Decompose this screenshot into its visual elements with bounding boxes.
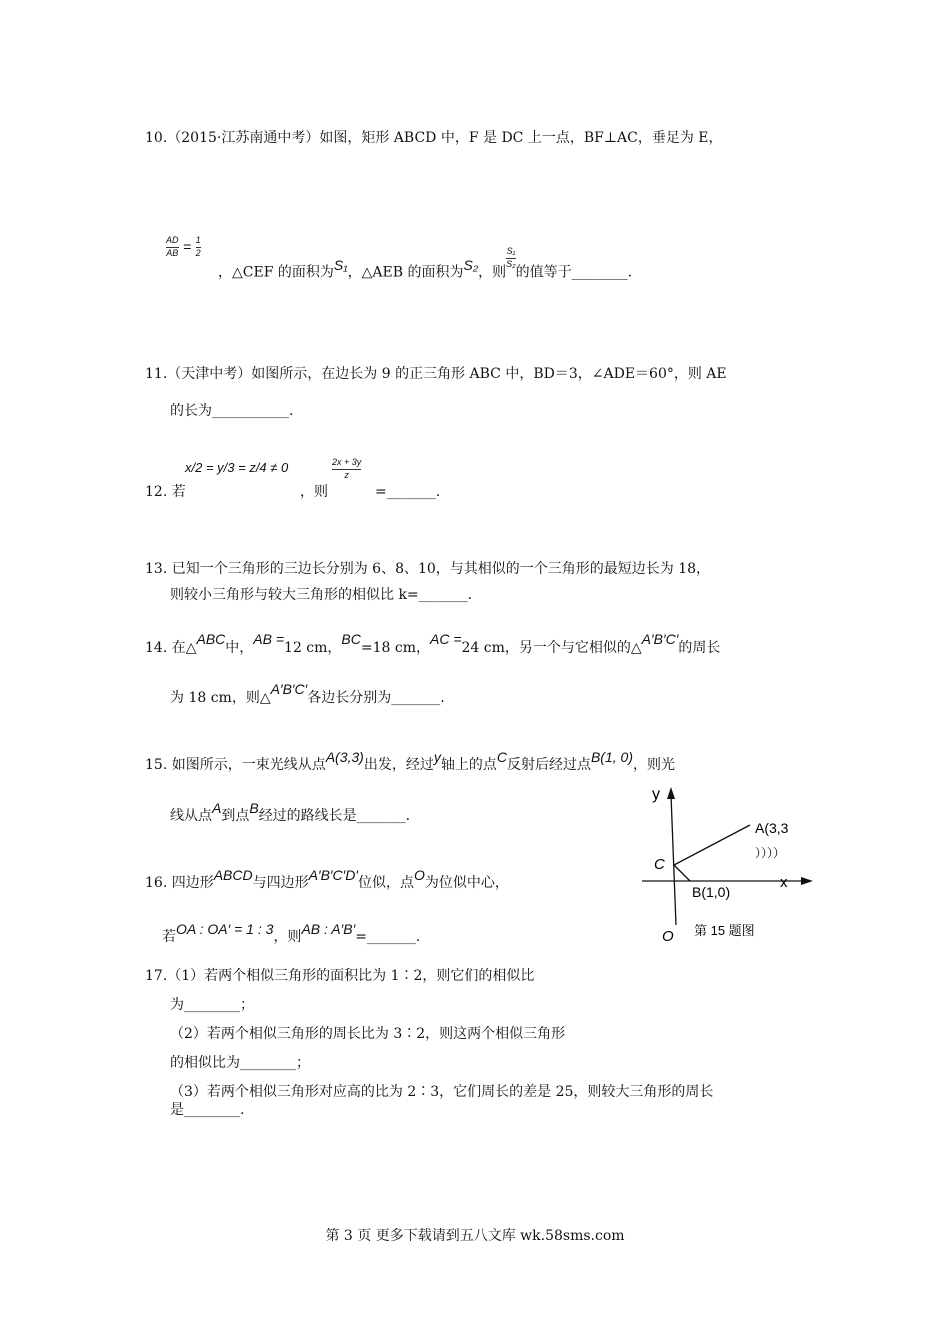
q16-abcd: ABCD [213,867,253,883]
ray-c-to-b [674,865,690,881]
q16-center-o: O [414,867,425,883]
q17-line5: （3）若两个相似三角形对应高的比为 2∶3，它们周长的差是 25，则较大三角形的周长 [170,1084,714,1100]
q10-ad-ab-fraction: $\frac{AD}{AB}$ [166,235,179,258]
q16-abcd-prime: A′B′C′D′ [308,867,359,883]
q15-point-a: A(3,3) [325,749,364,765]
q14-line2-abc-prime: A′B′C′ [270,681,308,697]
q17-line2: 为________； [170,997,254,1013]
y-axis-arrow [667,787,675,799]
q16-ask: AB : A′B′ [301,921,356,937]
q15-line1: 15. 如图所示，一束光线从点A(3,3)出发，经过y轴上的点C反射后经过点B(1, 0)，则光 [145,749,675,773]
q14-ac: AC = [430,631,462,647]
q10-formula [166,236,201,259]
ray-a-to-c [674,825,750,865]
y-axis-line [671,795,676,925]
q14-abc-prime: A′B′C′ [641,631,679,647]
point-a-label-tail: ）））） [755,846,786,860]
q12-condition: x/2 = y/3 = z/4 ≠ 0 [185,460,289,475]
q14-bc: BC [341,631,361,647]
origin-label: O [662,928,674,945]
point-b-label: B(1,0) [692,884,731,900]
q10-line2: ，△CEF 的面积为S₁，△AEB 的面积为S₂，则 $\frac{\text{S₁}}{\text{S₂}}$ 的值等于________. [218,246,633,281]
q16-ratio: OA : OA′ = 1 : 3 [176,921,274,937]
q13-line2: 则较小三角形与较大三角形的相似比 k=_______. [170,587,473,603]
q16-line1: 16. 四边形ABCD与四边形A′B′C′D′位似，点O为位似中心， [145,867,509,891]
q15-line2: 线从点A到点B经过的路线长是_______. [170,800,411,824]
q15-point-b: B(1, 0) [590,749,633,765]
x-axis-label: x [780,874,788,891]
x-axis-arrow [801,877,813,885]
q12-mid: ，则 [300,484,328,500]
q10-line1: 10.（2015·江苏南通中考）如图，矩形 ABCD 中，F 是 DC 上一点，BF⊥AC，垂足为 E， [145,130,723,146]
q12-expression: $\frac{2x + 3y}{z}$ [332,457,362,480]
point-c-label: C [654,856,665,873]
q14-ab: AB = [253,631,285,647]
q10-s2: S₂ [463,257,479,274]
point-a-label: A(3,3 [755,820,789,836]
q13-line1: 13. 已知一个三角形的三边长分别为 6、8、10，与其相似的一个三角形的最短边长为 18， [145,561,711,577]
q14-abc: ABC [196,631,226,647]
q10-s1: S₁ [333,257,348,274]
page-footer: 第 3 页 更多下载请到五八文库 wk.58sms.com [325,1228,625,1244]
q11-line2: 的长为___________. [170,403,294,419]
q10-half-fraction: $\frac{1}{2}$ [195,235,201,258]
figure-caption: 第 15 题图 [694,923,755,938]
q17-line4: 的相似比为________； [170,1055,310,1071]
q12-prefix: 12. 若 [145,484,186,500]
q12-tail: =_______. [375,484,441,500]
q17-line6: 是________. [170,1102,245,1118]
q16-line2: 若OA : OA′ = 1 : 3，则AB : A′B′=_______. [162,921,421,945]
q17-line3: （2）若两个相似三角形的周长比为 3∶2，则这两个相似三角形 [170,1026,566,1042]
y-axis-label: y [652,786,660,803]
q17-line1: 17.（1）若两个相似三角形的面积比为 1∶2，则它们的相似比 [145,968,535,984]
q15-y-axis: y [433,749,441,765]
q15-point-c: C [496,749,507,765]
q14-line1: 14. 在△ABC中，AB =12 cm，BC=18 cm，AC =24 cm，另一个与它相似的△A′B′C′的周长 [145,631,721,656]
q10-equals: = [182,238,192,255]
q11-line1: 11.（天津中考）如图所示，在边长为 9 的正三角形 ABC 中，BD＝3，∠ADE＝60°，则 AE [145,366,727,382]
q14-line2: 为 18 cm，则△A′B′C′各边长分别为_______. [170,681,445,706]
q10-s-ratio: $\frac{\text{S₁}}{\text{S₂}}$ [506,246,516,269]
figure-15 [630,775,820,945]
